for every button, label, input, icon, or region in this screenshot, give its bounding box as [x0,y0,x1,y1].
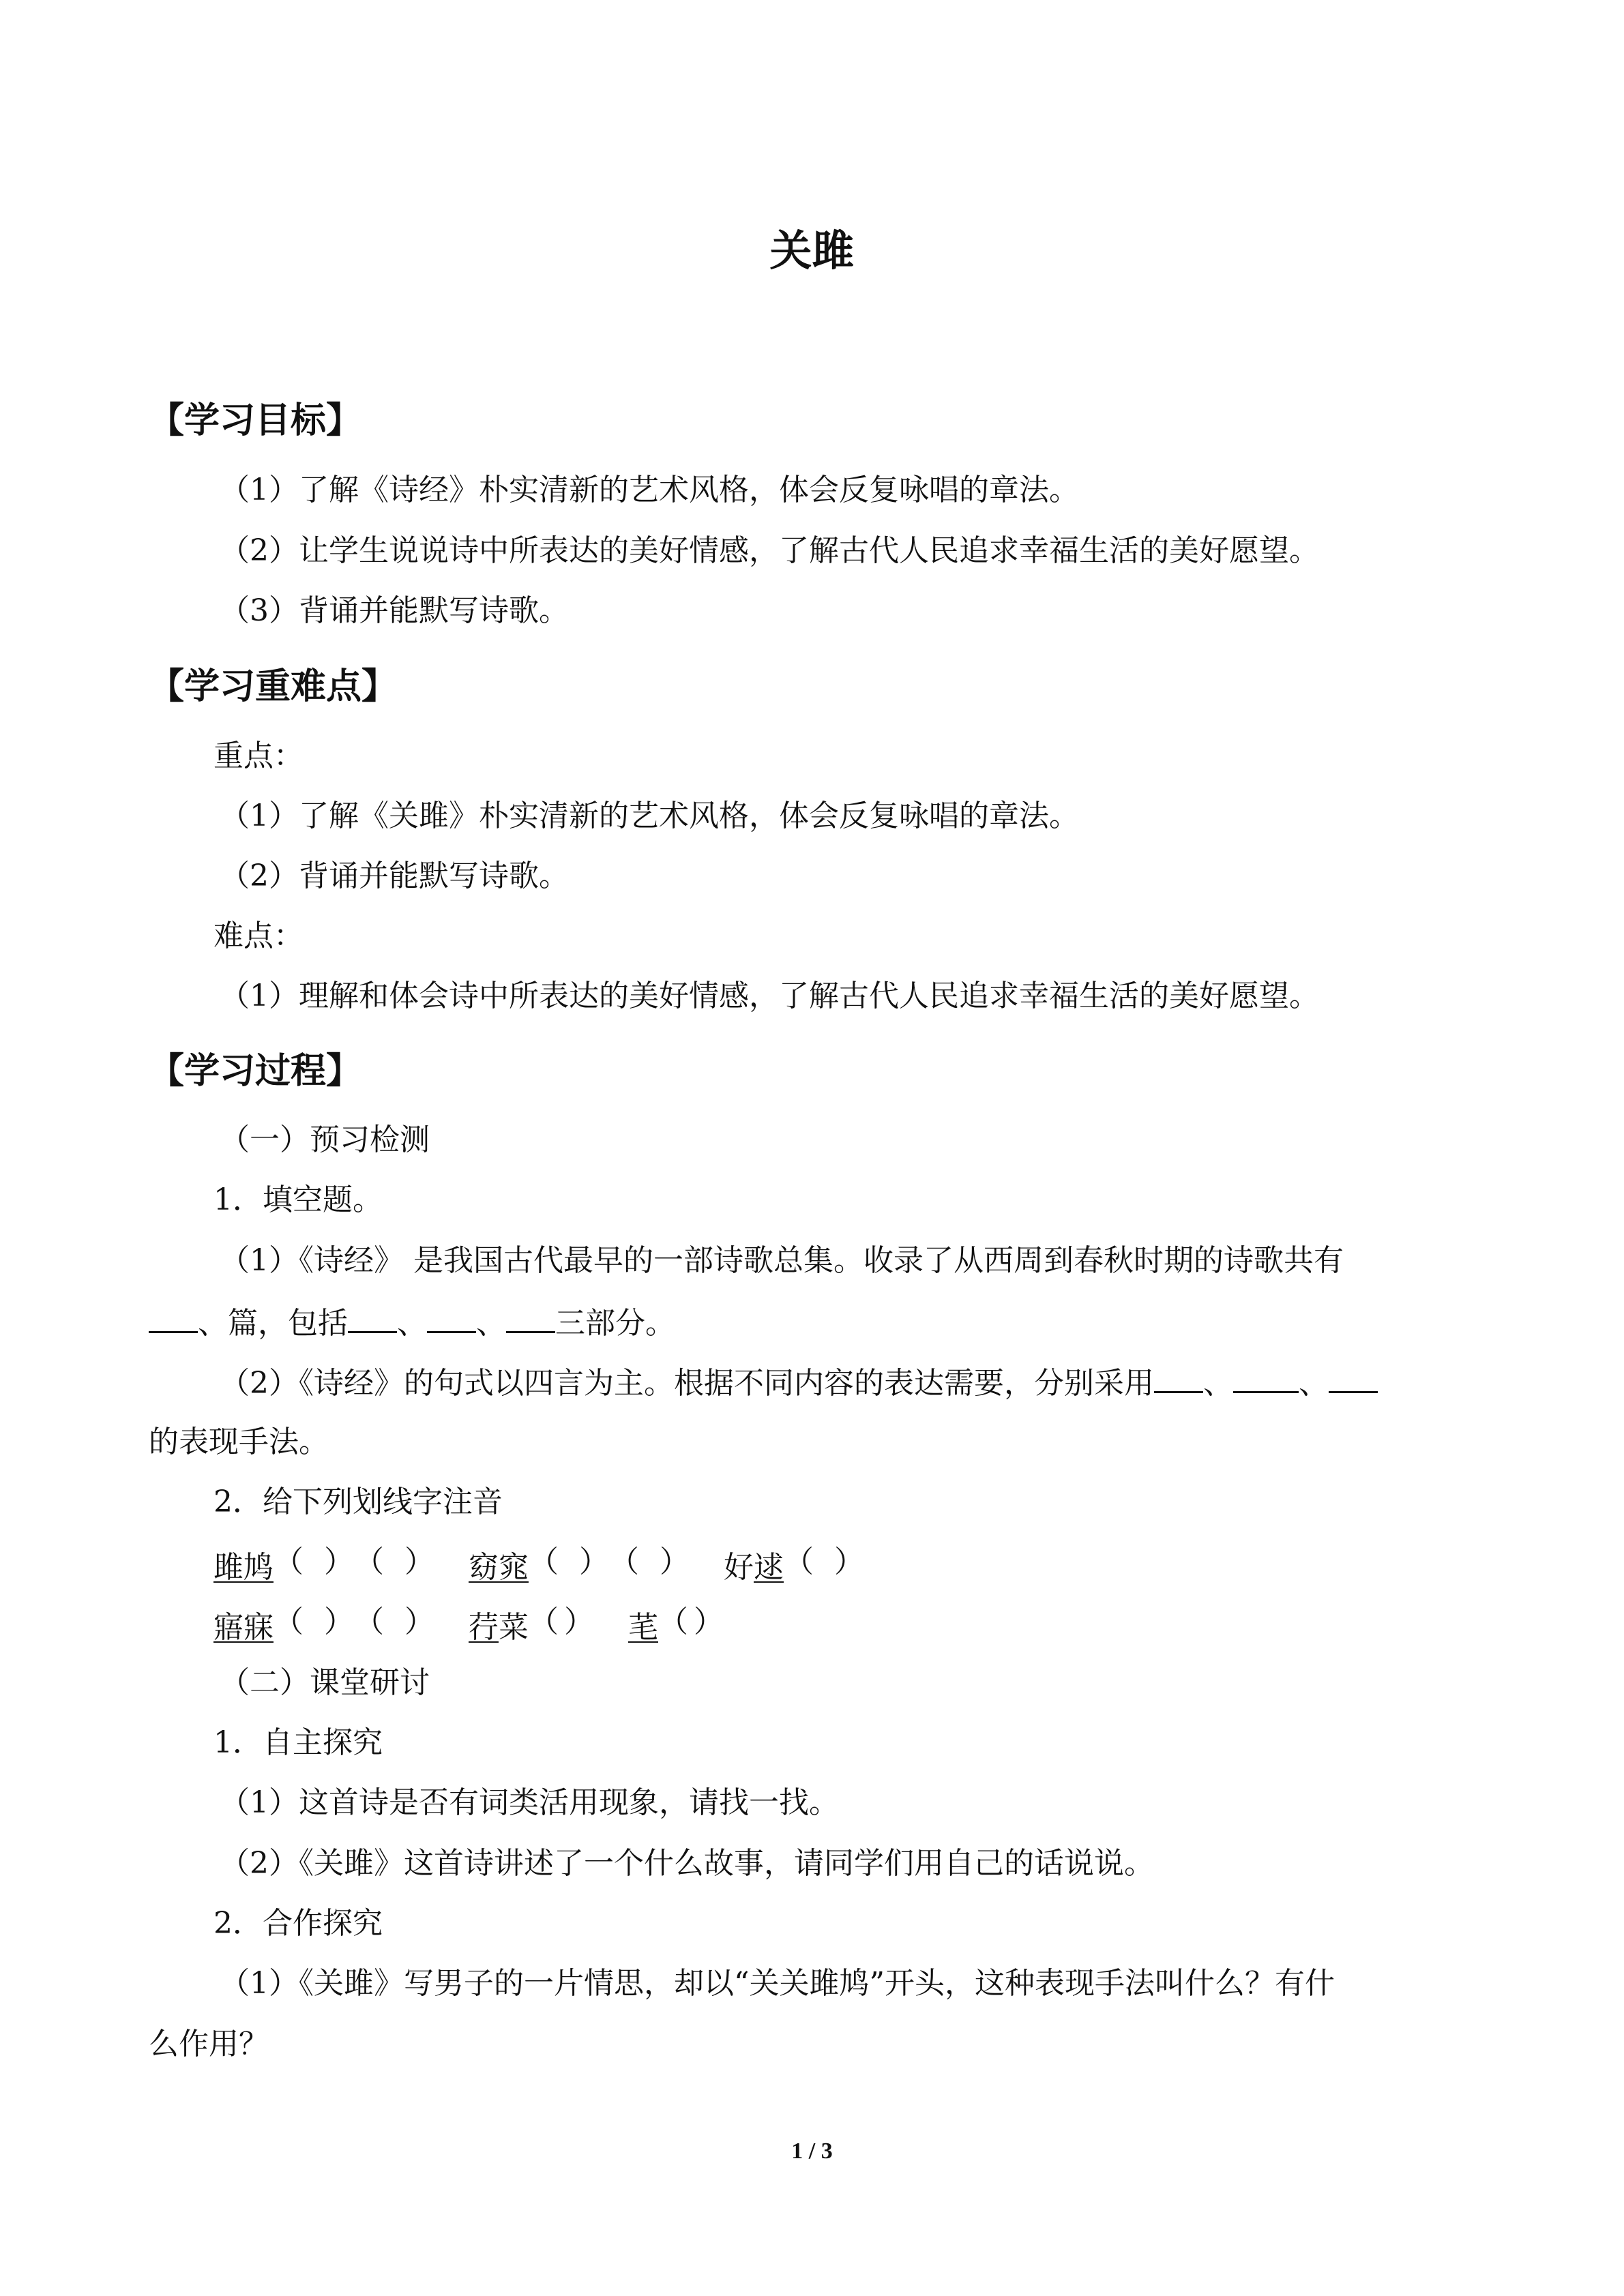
q1-2-line2: 的表现手法。 [149,1425,329,1459]
fill-blank[interactable] [427,1307,476,1333]
goal-item-1: （1）了解《诗经》朴实清新的艺术风格，体会反复咏唱的章法。 [220,473,1079,507]
preview-title: （一）预习检测 [220,1122,430,1157]
fill-blank[interactable] [149,1307,198,1333]
fill-blank[interactable] [1329,1367,1378,1393]
difficult-item-1: （1）理解和体会诗中所表达的美好情感，了解古代人民追求幸福生活的美好愿望。 [220,979,1319,1013]
difficult-label: 难点： [213,919,304,953]
q1-title: 1．填空题。 [213,1182,383,1217]
self-study-title: 1．自主探究 [213,1725,383,1760]
underlined-word: 芼 [628,1610,658,1645]
self-study-item-2: （2）《关雎》这首诗讲述了一个什么故事，请同学们用自己的话说说。 [220,1846,1154,1881]
pinyin-blank[interactable]: （ ） [274,1605,354,1639]
q1-1-line2: 、篇，包括 、 、 三部分。 [149,1307,675,1339]
q1-2-line1: （2）《诗经》的句式以四言为主。根据不同内容的表达需要，分别采用 、 、 [220,1367,1378,1399]
fill-blank[interactable] [1233,1367,1299,1393]
underlined-word: 寤寐 [213,1610,274,1645]
cooperative-study-title: 2．合作探究 [213,1906,383,1941]
fill-blank[interactable] [506,1307,555,1333]
key-item-2: （2）背诵并能默写诗歌。 [220,859,569,893]
class-discussion-title: （二）课堂研讨 [220,1665,430,1700]
fill-blank[interactable] [348,1307,397,1333]
underlined-word: 窈窕 [469,1550,529,1585]
pinyin-blank[interactable]: （ ） [529,1605,594,1639]
cooperative-item-1-line1: （1）《关雎》写男子的一片情思，却以“关关雎鸠”开头，这种表现手法叫什么？有什 [220,1966,1335,2001]
pinyin-blank[interactable]: （ ） [529,1545,609,1579]
section-heading-goals: 【学习目标】 [149,400,362,441]
pinyin-blank[interactable]: （ ） [609,1545,690,1579]
pinyin-blank[interactable]: （ ） [658,1605,724,1639]
pinyin-blank[interactable]: （ ） [354,1545,434,1579]
section-heading-key-points: 【学习重难点】 [149,666,398,707]
q2-title: 2．给下列划线字注音 [213,1485,503,1519]
self-study-item-1: （1）这首诗是否有词类活用现象，请找一找。 [220,1785,839,1820]
underlined-word: 雎鸠 [213,1550,274,1585]
q1-1-line1: （1）《诗经》 是我国古代最早的一部诗歌总集。收录了从西周到春秋时期的诗歌共有 [220,1243,1344,1278]
pinyin-row-2: 寤寐 （ ） （ ） 荇菜 （ ） 芼 （ ） [213,1605,724,1645]
section-heading-process: 【学习过程】 [149,1051,362,1092]
goal-item-3: （3）背诵并能默写诗歌。 [220,593,569,628]
underlined-word: 荇 [469,1610,499,1645]
pinyin-blank[interactable]: （ ） [354,1605,434,1639]
key-label: 重点： [213,739,304,773]
page-title: 关雎 [769,226,855,275]
pinyin-blank[interactable]: （ ） [784,1545,864,1579]
goal-item-2: （2）让学生说说诗中所表达的美好情感，了解古代人民追求幸福生活的美好愿望。 [220,533,1319,568]
cooperative-item-1-line2: 么作用？ [149,2027,269,2061]
pinyin-blank[interactable]: （ ） [274,1545,354,1579]
key-item-1: （1）了解《关雎》朴实清新的艺术风格，体会反复咏唱的章法。 [220,799,1079,833]
fill-blank[interactable] [1154,1367,1203,1393]
pinyin-row-1: 雎鸠 （ ） （ ） 窈窕 （ ） （ ） 好逑 （ ） [213,1545,864,1585]
page-number: 1 / 3 [791,2138,833,2164]
underlined-word: 逑 [754,1550,784,1585]
